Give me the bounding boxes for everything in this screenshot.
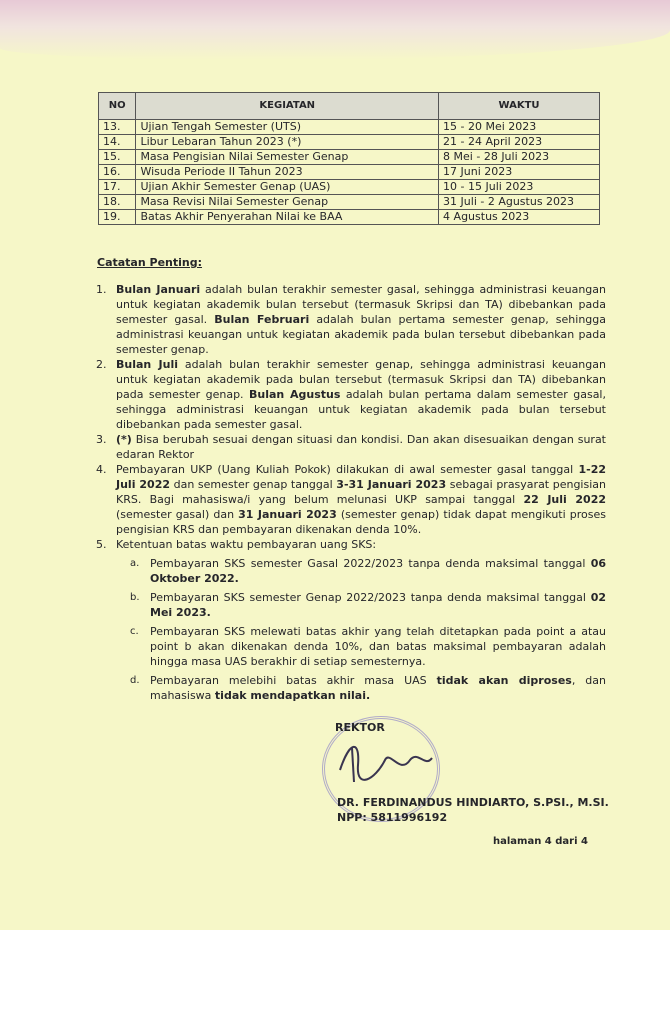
note-number: 2. [96, 358, 107, 371]
note-text: sebagai prasyarat pengisian KRS. Bagi mahasiswa/i yang belum melunasi UKP sampai tanggal [116, 478, 606, 506]
note-text: adalah bulan terakhir semester gasal, sehingga administrasi keuangan untuk kegiatan akademik bulan tersebut (termasuk Skripsi dan TA) dibebankan pada semester gasal. [116, 283, 607, 326]
cell-kegiatan: Wisuda Periode II Tahun 2023 [136, 165, 439, 180]
note-item-4 [96, 462, 606, 537]
note-bold: 22 Juli 2022 [523, 493, 607, 506]
note-text: dan semester genap tanggal [170, 478, 337, 491]
note-bold: Bulan Januari [116, 283, 201, 296]
cell-no: 14. [99, 135, 136, 150]
sub-item-d [130, 673, 606, 703]
cell-no: 13. [99, 120, 136, 135]
cell-no: 18. [99, 195, 136, 210]
sub-text: Pembayaran SKS semester Gasal 2022/2023 tanpa denda maksimal tanggal [150, 557, 591, 570]
table-row [99, 150, 600, 165]
header-waktu: WAKTU [439, 93, 600, 120]
note-bold: 1-22 Juli 2022 [116, 463, 606, 491]
table-header-row [99, 93, 600, 120]
signatory-name: DR. FERDINANDUS HINDIARTO, S.PSI., M.SI. [337, 796, 609, 809]
note-bold: (*) [116, 433, 132, 446]
signatory-npp: NPP: 5811996192 [337, 811, 448, 824]
sub-text: Pembayaran SKS semester Genap 2022/2023 tanpa denda maksimal tanggal [150, 591, 591, 604]
cell-no: 19. [99, 210, 136, 225]
note-bold: Bulan Februari [214, 313, 310, 326]
sub-letter: d. [130, 675, 140, 686]
table-row [99, 195, 600, 210]
sub-item-c [130, 624, 606, 669]
signature-mark [330, 730, 440, 790]
note-text: Bisa berubah sesuai dengan situasi dan kondisi. Dan akan disesuaikan dengan surat edaran Rektor [116, 433, 606, 461]
cell-kegiatan: Masa Revisi Nilai Semester Genap [136, 195, 439, 210]
notes-list [96, 282, 606, 703]
cell-waktu: 31 Juli - 2 Agustus 2023 [439, 195, 600, 210]
table-row [99, 165, 600, 180]
cell-kegiatan: Ujian Akhir Semester Genap (UAS) [136, 180, 439, 195]
sub-bold: 02 Mei 2023. [150, 591, 606, 619]
cell-waktu: 15 - 20 Mei 2023 [439, 120, 600, 135]
note-text: Ketentuan batas waktu pembayaran uang SKS: [116, 538, 377, 551]
note-text: adalah bulan terakhir semester genap, sehingga administrasi keuangan untuk kegiatan akademik pada bulan tersebut (termasuk Skripsi dan TA) dibebankan pada semester genap. [116, 358, 606, 401]
cell-kegiatan: Ujian Tengah Semester (UTS) [136, 120, 439, 135]
header-no: NO [99, 93, 136, 120]
sub-text: Pembayaran melebihi batas akhir masa UAS [150, 674, 437, 687]
cell-no: 17. [99, 180, 136, 195]
table-row [99, 120, 600, 135]
cell-waktu: 17 Juni 2023 [439, 165, 600, 180]
sub-text: , dan mahasiswa [150, 674, 606, 702]
table-row [99, 210, 600, 225]
note-bold: 31 Januari 2023 [238, 508, 337, 521]
sub-text: Pembayaran SKS melewati batas akhir yang telah ditetapkan pada point a atau point b akan dikenakan denda 10%, dan batas maksimal pembayaran adalah hingga masa UAS berakhir di setiap semesternya. [150, 625, 606, 668]
note-number: 3. [96, 433, 107, 446]
sub-bold: 06 Oktober 2022. [150, 557, 606, 585]
cell-waktu: 8 Mei - 28 Juli 2023 [439, 150, 600, 165]
notes-heading: Catatan Penting: [97, 256, 203, 269]
cell-waktu: 4 Agustus 2023 [439, 210, 600, 225]
cell-no: 16. [99, 165, 136, 180]
sub-item-a [130, 556, 606, 586]
sub-letter: c. [130, 626, 139, 637]
note-item-3 [96, 432, 606, 462]
note-text: Pembayaran UKP (Uang Kuliah Pokok) dilakukan di awal semester gasal tanggal [116, 463, 579, 476]
schedule-table [98, 92, 600, 225]
cell-kegiatan: Libur Lebaran Tahun 2023 (*) [136, 135, 439, 150]
page-number: halaman 4 dari 4 [493, 836, 588, 847]
cell-waktu: 21 - 24 April 2023 [439, 135, 600, 150]
note-text: (semester genap) tidak dapat mengikuti proses pengisian KRS dan pembayaran dikenakan denda 10%. [116, 508, 606, 536]
note-number: 5. [96, 538, 107, 551]
sub-letter: b. [130, 592, 140, 603]
cell-no: 15. [99, 150, 136, 165]
sub-letter: a. [130, 558, 140, 569]
note-item-2 [96, 357, 606, 432]
table-row [99, 135, 600, 150]
note-number: 4. [96, 463, 107, 476]
cell-waktu: 10 - 15 Juli 2023 [439, 180, 600, 195]
sub-bold: tidak akan diproses [436, 674, 572, 687]
note-item-1 [96, 282, 606, 357]
note-bold: 3-31 Januari 2023 [336, 478, 447, 491]
header-kegiatan: KEGIATAN [136, 93, 439, 120]
sub-bold: tidak mendapatkan nilai. [214, 689, 371, 702]
signatory-title: REKTOR [335, 721, 385, 734]
note-bold: Bulan Juli [116, 358, 178, 371]
note-text: adalah bulan pertama dalam semester gasal, sehingga administrasi keuangan untuk kegiatan akademik pada bulan tersebut dibebankan pada semester gasal. [116, 388, 606, 431]
cell-kegiatan: Batas Akhir Penyerahan Nilai ke BAA [136, 210, 439, 225]
note-bold: Bulan Agustus [248, 388, 341, 401]
note-text: (semester gasal) dan [116, 508, 239, 521]
cell-kegiatan: Masa Pengisian Nilai Semester Genap [136, 150, 439, 165]
table-row [99, 180, 600, 195]
note-item-5 [96, 537, 606, 703]
sub-item-b [130, 590, 606, 620]
note-number: 1. [96, 283, 107, 296]
note-text: adalah bulan pertama semester genap, sehingga administrasi keuangan untuk kegiatan akademik pada bulan tersebut dibebankan pada semester genap. [116, 313, 606, 356]
paper-curl [0, 0, 670, 60]
